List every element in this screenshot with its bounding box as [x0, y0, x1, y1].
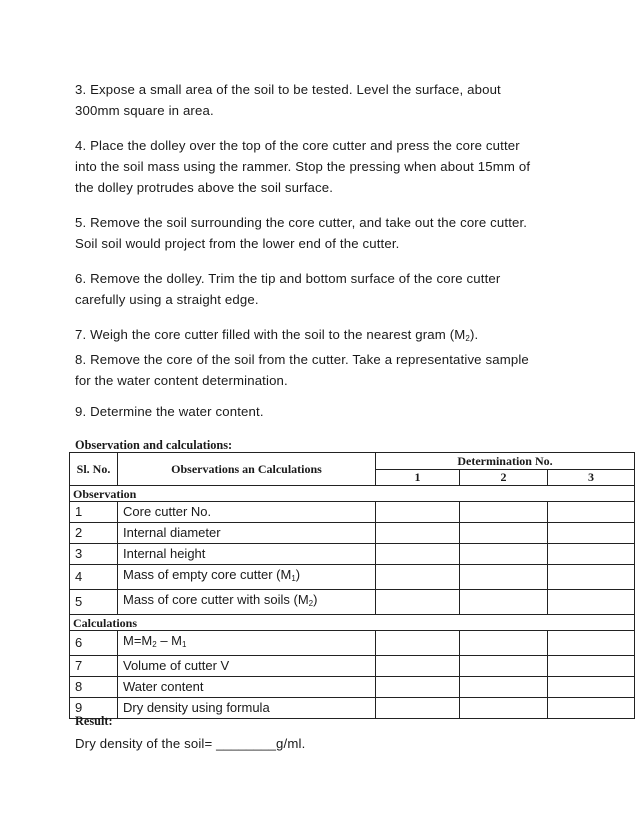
row-label: Core cutter No.: [118, 502, 376, 523]
col-header-observations: Observations an Calculations: [118, 453, 376, 486]
row-label-sub-2: 1: [182, 640, 187, 649]
row-label-sub: 1: [291, 574, 296, 583]
row-label-after: ): [313, 592, 318, 607]
step-3-line-1: 3. Expose a small area of the soil to be tested. Level the surface, about: [75, 82, 501, 97]
table-row: [70, 544, 635, 565]
row-label: Dry density using formula: [118, 698, 376, 719]
section-row-calculations: [70, 615, 635, 631]
cell-det-3[interactable]: [548, 544, 635, 565]
cell-det-2[interactable]: [460, 565, 548, 590]
cell-det-1[interactable]: [376, 502, 460, 523]
section-label-calculations: Calculations: [70, 615, 635, 631]
step-7-end: ).: [469, 327, 479, 342]
step-5-line-2: Soil soil would project from the lower end of the cutter.: [75, 236, 400, 251]
table-row: [70, 590, 635, 615]
step-6-line-2: carefully using a straight edge.: [75, 292, 259, 307]
cell-det-3[interactable]: [548, 656, 635, 677]
col-header-det-1: 1: [376, 470, 460, 486]
observation-table: [69, 452, 635, 719]
row-number: 7: [70, 656, 118, 677]
col-header-det-2: 2: [460, 470, 548, 486]
row-label-text: Mass of core cutter with soils (M: [123, 592, 309, 607]
cell-det-2[interactable]: [460, 677, 548, 698]
cell-det-1[interactable]: [376, 565, 460, 590]
cell-det-3[interactable]: [548, 565, 635, 590]
result-heading: Result:: [75, 714, 113, 728]
step-8-line-2: for the water content determination.: [75, 373, 288, 388]
table-header-row-1: [70, 453, 635, 470]
col-header-determination: Determination No.: [376, 453, 635, 470]
step-3: [75, 79, 575, 121]
cell-det-2[interactable]: [460, 698, 548, 719]
step-9-line-1: 9. Determine the water content.: [75, 404, 264, 419]
step-4: [75, 135, 575, 198]
result-line: Dry density of the soil= ________g/ml.: [75, 736, 306, 751]
step-4-line-1: 4. Place the dolley over the top of the core cutter and press the core cutter: [75, 138, 520, 153]
table-row: [70, 698, 635, 719]
cell-det-1[interactable]: [376, 677, 460, 698]
row-label: Internal height: [118, 544, 376, 565]
row-label: Water content: [118, 677, 376, 698]
row-label: Internal diameter: [118, 523, 376, 544]
cell-det-1[interactable]: [376, 698, 460, 719]
table-row: [70, 677, 635, 698]
step-8-line-1: 8. Remove the core of the soil from the cutter. Take a representative sample: [75, 352, 529, 367]
table-row: [70, 565, 635, 590]
row-label-sub: 2: [308, 599, 314, 608]
col-header-sl-no: Sl. No.: [70, 453, 118, 486]
cell-det-2[interactable]: [460, 502, 548, 523]
cell-det-1[interactable]: [376, 523, 460, 544]
step-7-line-1: [75, 324, 575, 349]
col-header-det-3: 3: [548, 470, 635, 486]
table-row: [70, 523, 635, 544]
step-7-text: 7. Weigh the core cutter filled with the soil to the nearest gram (M: [75, 327, 466, 342]
row-label: [118, 565, 376, 590]
step-9: [75, 401, 575, 422]
cell-det-1[interactable]: [376, 544, 460, 565]
step-4-line-2: into the soil mass using the rammer. Stop the pressing when about 15mm of: [75, 159, 531, 174]
section-row-observation: [70, 486, 635, 502]
observation-heading: Observation and calculations:: [75, 438, 233, 452]
row-label-sub: 2: [152, 640, 157, 649]
step-6-line-1: 6. Remove the dolley. Trim the tip and bottom surface of the core cutter: [75, 271, 501, 286]
cell-det-2[interactable]: [460, 631, 548, 656]
cell-det-2[interactable]: [460, 590, 548, 615]
cell-det-1[interactable]: [376, 656, 460, 677]
step-3-line-2: 300mm square in area.: [75, 103, 214, 118]
cell-det-2[interactable]: [460, 544, 548, 565]
cell-det-3[interactable]: [548, 590, 635, 615]
section-label-observation: Observation: [70, 486, 635, 502]
cell-det-2[interactable]: [460, 523, 548, 544]
cell-det-3[interactable]: [548, 523, 635, 544]
step-5: [75, 212, 575, 254]
step-7-8: [75, 324, 575, 391]
row-number: 3: [70, 544, 118, 565]
row-label-after: ): [295, 567, 301, 582]
row-number: 2: [70, 523, 118, 544]
cell-det-1[interactable]: [376, 590, 460, 615]
step-5-line-1: 5. Remove the soil surrounding the core cutter, and take out the core cutter.: [75, 215, 528, 230]
row-label-text: Mass of empty core cutter (M: [123, 567, 292, 582]
row-label: [118, 631, 376, 656]
cell-det-3[interactable]: [548, 677, 635, 698]
row-number: 6: [70, 631, 118, 656]
cell-det-3[interactable]: [548, 631, 635, 656]
row-label-mid: – M: [156, 633, 182, 648]
cell-det-1[interactable]: [376, 631, 460, 656]
m1-sub: 2: [465, 334, 470, 343]
cell-det-3[interactable]: [548, 698, 635, 719]
table-row: [70, 502, 635, 523]
table-row: [70, 656, 635, 677]
row-label-text: M=M: [123, 633, 153, 648]
cell-det-3[interactable]: [548, 502, 635, 523]
row-label: [118, 590, 376, 615]
step-6: [75, 268, 575, 310]
row-number: 4: [70, 565, 118, 590]
row-number: 5: [70, 590, 118, 615]
cell-det-2[interactable]: [460, 656, 548, 677]
step-4-line-3: the dolley protrudes above the soil surface.: [75, 180, 334, 195]
row-label: Volume of cutter V: [118, 656, 376, 677]
table-row: [70, 631, 635, 656]
row-number: 1: [70, 502, 118, 523]
row-number: 9: [70, 698, 118, 719]
row-number: 8: [70, 677, 118, 698]
